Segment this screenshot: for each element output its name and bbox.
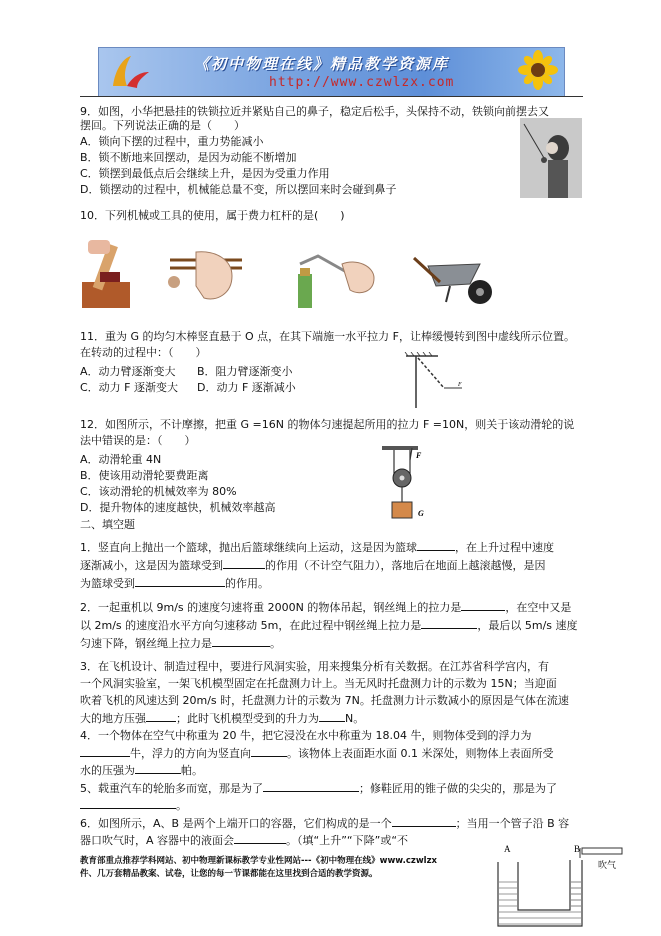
f1-blank-2[interactable] <box>223 558 265 569</box>
banner-title: 《初中物理在线》精品教学资源库 <box>194 55 450 73</box>
f2-line-3-text-a: 匀速下降，钢丝绳上拉力是 <box>80 637 212 650</box>
f4-blank-3[interactable] <box>135 763 181 774</box>
f2-blank-3[interactable] <box>212 636 270 647</box>
f3-line-4-text-c: N。 <box>345 712 365 725</box>
q10-bottle-opener-figure <box>290 244 380 308</box>
q9-option-c: C．锁摆到最低点后会继续上升，是因为受重力作用 <box>80 167 330 180</box>
f4-line-2-text-a: 牛，浮力的方向为竖直向 <box>130 747 251 760</box>
f6-fig-label-b: B <box>574 844 581 854</box>
f2-line-1-text-b: ，在空中又是 <box>505 601 572 614</box>
f1-line-1-text-a: 1．竖直向上抛出一个篮球，抛出后篮球继续向上运动，这是因为篮球 <box>80 541 417 554</box>
q11-option-d: D．动力 F 逐渐减小 <box>197 381 296 394</box>
q11-option-b: B．阻力臂逐渐变小 <box>197 365 293 378</box>
f5-line-2-text-b: 。 <box>176 799 187 812</box>
f2-line-2-text-b: ，最后以 5m/s 速度 <box>477 619 578 632</box>
f5-line-1-text-b: ；修鞋匠用的锥子做的尖尖的，那是为了 <box>359 782 557 795</box>
site-logo-icon <box>107 52 153 92</box>
f2-line-1 <box>80 600 571 615</box>
f2-line-2-text-a: 以 2m/s 的速度沿水平方向匀速移动 5m，在此过程中钢丝绳上拉力是 <box>80 619 422 632</box>
q9-option-a: A．锁向下摆的过程中，重力势能减小 <box>80 135 264 148</box>
f5-blank-1[interactable] <box>263 781 359 792</box>
f6-vessels-figure <box>482 840 628 930</box>
q12-option-c: C．该动滑轮的机械效率为 80% <box>80 485 237 498</box>
q10-chopsticks-figure <box>166 246 246 306</box>
q12-option-d: D．提升物体的速度越快，机械效率越高 <box>80 501 276 514</box>
f2-line-3 <box>80 636 281 651</box>
f6-blank-1[interactable] <box>392 816 456 827</box>
q12-option-b: B．使该用动滑轮要费距离 <box>80 469 209 482</box>
q10-hammer-figure <box>82 238 130 308</box>
q10-stem: 10．下列机械或工具的使用，属于费力杠杆的是( ) <box>80 209 345 222</box>
q9-stem-2: 摆回。下列说法正确的是（ ） <box>80 119 245 132</box>
f3-line-2: 一个风洞实验室，一架飞机模型固定在托盘测力计上。当无风时托盘测力计的示数为 15N；当迎面 <box>80 677 557 690</box>
f1-line-3-text-a: 为篮球受到 <box>80 577 135 590</box>
banner-url[interactable]: http://www.czwlzx.com <box>269 75 455 90</box>
f6-fig-label-blow: 吹气 <box>598 861 617 871</box>
f6-line-2-text-b: 。（填“上升”“下降”或“不 <box>286 834 409 847</box>
f1-blank-3[interactable] <box>135 576 225 587</box>
f2-blank-2[interactable] <box>421 618 477 629</box>
f3-line-1: 3．在飞机设计、制造过程中，要进行风洞实验，用来搜集分析有关数据。在江苏省科学宫内，有 <box>80 660 549 673</box>
q11-option-c: C．动力 F 逐渐变大 <box>80 381 179 394</box>
f4-line-1: 4．一个物体在空气中称重为 20 牛，把它浸没在水中称重为 18.04 牛，则物体受到的浮力为 <box>80 729 532 742</box>
f6-line-2 <box>80 833 408 848</box>
f1-line-1 <box>80 540 554 555</box>
q11-stem-1: 11．重为 G 的均匀木棒竖直悬于 O 点，在其下端施一水平拉力 F，让棒缓慢转到图中虚线所示位置。 <box>80 330 575 343</box>
f3-line-4-text-b: ；此时飞机模型受到的升力为 <box>176 712 319 725</box>
f3-line-3: 吹着飞机的风速达到 20m/s 时，托盘测力计的示数为 7N。托盘测力计示数减小的原因是气体在流速 <box>80 694 569 707</box>
f3-line-4 <box>80 711 364 726</box>
q9-pendulum-figure <box>520 118 582 198</box>
f1-line-1-text-b: ，在上升过程中速度 <box>455 541 554 554</box>
f1-line-2 <box>80 558 546 573</box>
q12-pulley-figure <box>378 446 438 520</box>
q12-option-a: A．动滑轮重 4N <box>80 453 162 466</box>
q10-wheelbarrow-figure <box>410 242 500 308</box>
f5-blank-2[interactable] <box>80 798 176 809</box>
f5-line-1 <box>80 781 557 796</box>
f4-line-3-text-a: 水的压强为 <box>80 764 135 777</box>
q12-fig-label-g: G <box>418 509 424 518</box>
f1-line-2-text-b: 的作用（不计空气阻力），落地后在地面上越滚越慢，是因 <box>265 559 546 572</box>
f6-line-1-text-b: ；当用一个管子沿 B 容 <box>455 817 570 830</box>
q12-stem-2: 法中错误的是：（ ） <box>80 434 196 447</box>
f1-line-3 <box>80 576 269 591</box>
f4-line-2 <box>80 746 554 761</box>
f4-blank-1[interactable] <box>80 746 130 757</box>
f1-blank-1[interactable] <box>417 540 455 551</box>
header-banner <box>98 47 565 97</box>
q9-option-b: B．锁不断地来回摆动，是因为动能不断增加 <box>80 151 297 164</box>
f4-blank-2[interactable] <box>251 746 287 757</box>
q9-stem-1: 9．如图，小华把悬挂的铁锁拉近并紧贴自己的鼻子，稳定后松手，头保持不动，铁锁向前摆去又 <box>80 105 549 118</box>
f6-line-1 <box>80 816 569 831</box>
f6-blank-2[interactable] <box>234 833 286 844</box>
q12-stem-1: 12．如图所示，不计摩擦，把重 G =16N 的物体匀速提起所用的拉力 F =10N，则关于该动滑轮的说 <box>80 418 575 431</box>
q12-fig-label-f: F <box>416 451 422 460</box>
sunflower-icon <box>518 50 558 94</box>
f2-blank-1[interactable] <box>461 600 505 611</box>
q11-option-a: A．动力臂逐渐变大 <box>80 365 176 378</box>
footer-line-2: 件、几万套精品教案、试卷，让您的每一节课都能在这里找到合适的教学资源。 <box>80 869 378 879</box>
f1-line-3-text-b: 的作用。 <box>225 577 269 590</box>
f4-line-3-text-b: 帕。 <box>181 764 203 777</box>
f2-line-2 <box>80 618 578 633</box>
svg-text:F: F <box>458 382 462 388</box>
f6-line-1-text-a: 6．如图所示，A、B 是两个上端开口的容器，它们构成的是一个 <box>80 817 392 830</box>
q9-option-d: D．锁摆动的过程中，机械能总量不变，所以摆回来时会碰到鼻子 <box>80 183 397 196</box>
f2-line-3-text-b: 。 <box>270 637 281 650</box>
f3-line-4-text-a: 大的地方压强 <box>80 712 146 725</box>
f4-line-3 <box>80 763 203 778</box>
f6-line-2-text-a: 器口吹气时，A 容器中的液面会 <box>80 834 235 847</box>
f3-blank-2[interactable] <box>319 711 345 722</box>
f3-blank-1[interactable] <box>146 711 176 722</box>
f1-line-2-text-a: 逐渐减小，这是因为篮球受到 <box>80 559 223 572</box>
header-rule <box>80 96 583 97</box>
footer-line-1: 教育部重点推荐学科网站、初中物理新课标教学专业性网站---《初中物理在线》www.czwlzx <box>80 856 438 866</box>
f4-line-2-text-b: 。该物体上表面距水面 0.1 米深处，则物体上表面所受 <box>287 747 554 760</box>
f6-fig-label-a: A <box>504 844 511 854</box>
f2-line-1-text-a: 2．一起重机以 9m/s 的速度匀速将重 2000N 的物体吊起，钢丝绳上的拉力是 <box>80 601 462 614</box>
q11-stem-2: 在转动的过程中：（ ） <box>80 346 207 359</box>
f5-line-1-text-a: 5、载重汽车的轮胎多而宽，那是为了 <box>80 782 263 795</box>
blow-tube-icon <box>582 848 622 854</box>
q11-rod-figure <box>404 352 466 412</box>
section2-heading: 二、填空题 <box>80 518 135 531</box>
f5-line-2 <box>80 798 187 813</box>
